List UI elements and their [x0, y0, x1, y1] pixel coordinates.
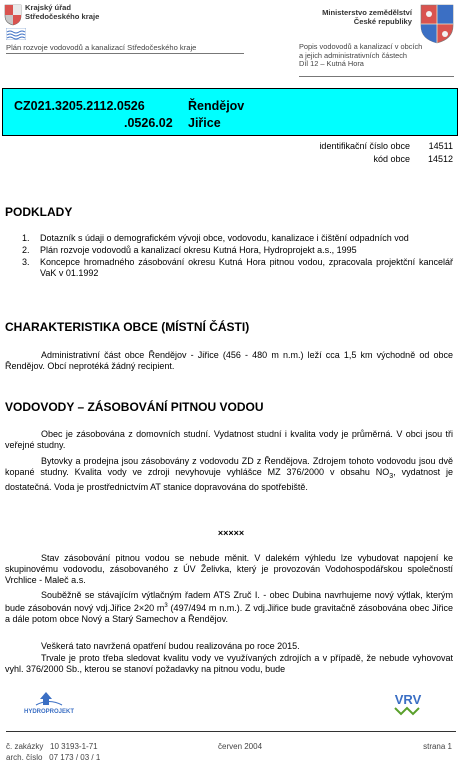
part-name: Jiřice	[188, 116, 221, 130]
list-item-number: 1.	[22, 233, 30, 243]
header-divider-left	[6, 53, 244, 54]
list-item-text: Plán rozvoje vodovodů a kanalizací okresu Kutná Hora, Hydroprojekt a.s., 1995	[40, 245, 357, 255]
page-number: strana 1	[423, 742, 452, 751]
list-item	[22, 257, 453, 279]
state-emblem-icon	[420, 4, 454, 44]
list-item-number: 2.	[22, 245, 30, 255]
list-item	[22, 245, 453, 256]
hydroprojekt-logo	[16, 690, 82, 716]
sources-list	[22, 233, 453, 280]
list-item	[22, 233, 453, 244]
vrv-logo	[389, 690, 427, 716]
footer-divider	[6, 731, 456, 732]
list-item-text: Koncepce hromadného zásobování okresu Kutná Hora pitnou vodou, zpracovala projektční kancelář VaK v 01.1992	[40, 257, 453, 278]
ministry-title	[322, 8, 412, 26]
right-sub-line-2: a jejich administrativních částech	[299, 50, 408, 60]
section-separator: ×××××	[217, 528, 245, 538]
coat-of-arms-icon	[4, 4, 22, 26]
list-item-number: 3.	[22, 257, 30, 267]
order-number	[6, 742, 98, 751]
water-supply-paragraph-4	[5, 590, 453, 625]
nitrate-subscript: 3	[389, 472, 394, 480]
cubic-superscript: 3	[164, 603, 168, 609]
municipality-code-row	[0, 154, 462, 166]
right-title-line-1: Ministerstvo zemědělství	[322, 8, 412, 17]
left-title-line-2: Středočeského kraje	[25, 12, 100, 21]
municipality-code-value: 14512	[427, 154, 453, 164]
order-label: č. zakázky	[6, 742, 44, 751]
water-waves-icon	[6, 28, 26, 40]
paragraph-2-part-a: Bytovky a prodejna jsou zásobovány z vodovodu ZD z Řendějova. Zdrojem tohoto vodovodu jsou dvě kopané studny. Kvalita vody ve zdroji nevyhovuje vyhlášce MZ 376/2000 v obsahu NO	[5, 456, 453, 477]
plan-subtitle: Plán rozvoje vodovodů a kanalizací Středočeského kraje	[6, 43, 197, 52]
municipality-id-value: 14511	[428, 141, 453, 151]
characteristics-text: Administrativní část obce Řendějov - Jiřice (456 - 480 m n.m.) leží cca 1,5 km východně od obce Řendějov. Obcí neprotéká žádný recipient.	[5, 350, 453, 371]
archive-number	[6, 753, 100, 762]
municipality-banner	[2, 88, 458, 136]
description-subtitle	[299, 43, 454, 69]
municipality-name: Řendějov	[188, 99, 245, 113]
archive-label: arch. číslo	[6, 753, 43, 762]
paragraph-2-part-b: , vydatnost je dostatečná. Voda je prostřednictvím AT stanice dopravována do spotřebiště.	[5, 467, 454, 492]
section-title-podklady: PODKLADY	[5, 205, 73, 219]
water-supply-paragraph-5: Veškerá tato navržená opatření budou realizována po roce 2015.	[41, 641, 300, 651]
header-divider-right	[299, 76, 454, 77]
water-supply-paragraph-6: Trvale je proto třeba sledovat kvalitu vody ve využívaných zdrojích a v případě, že nebude vyhovovat vyhl. 376/2000 Sb., kterou se stanoví požadavky na pitnou vodu, bude	[5, 653, 453, 674]
water-supply-paragraph-2	[5, 456, 453, 493]
hydroprojekt-logo-text: HYDROPROJEKT	[23, 709, 75, 715]
municipality-id-row	[0, 141, 462, 153]
list-item-text: Dotazník s údaji o demografickém vývoji obce, vodovodu, kanalizace i čištění odpadních vod	[40, 233, 409, 243]
municipality-id-label: identifikační číslo obce	[319, 141, 410, 151]
section-title-characteristics: CHARAKTERISTIKA OBCE (MÍSTNÍ ČÁSTI)	[5, 320, 250, 334]
page-header	[0, 0, 462, 80]
vrv-logo-text: VRV	[394, 692, 422, 707]
paragraph-4-part-b: (497/494 m n.m.). Z vdj.Jiřice bude gravitačně zásobována obec Jiřice a dále potom obce Nový a Starý Samechov a Řendějov.	[5, 603, 454, 624]
water-supply-paragraph-3: Stav zásobování pitnou vodou se nebude měnit. V dalekém výhledu lze vybudovat napojení ke skupinovému vodovodu, zásobovaného z ÚV Želivka, který je provozován Vodohospodářskou společností Vrchlice - Maleč a.s.	[5, 553, 453, 585]
left-title-line-1: Krajský úřad	[25, 3, 72, 12]
right-sub-line-1: Popis vodovodů a kanalizací v obcích	[299, 42, 423, 51]
paragraph-4-part-a: Souběžně se stávajícím výtlačným řadem ATS Zruč I. - obec Dubina navrhujeme nový výtlak, kterým bude zásobován nový vdj.Jiřice 2×20 m	[5, 590, 453, 613]
part-code: .0526.02	[124, 116, 173, 130]
right-title-line-2: České republiky	[353, 17, 412, 26]
document-date: červen 2004	[218, 742, 263, 751]
order-value: 10 3193-1-71	[50, 742, 98, 751]
municipality-code-label: kód obce	[373, 154, 410, 164]
municipality-code: CZ021.3205.2112.0526	[14, 99, 145, 113]
section-title-water-supply: VODOVODY – ZÁSOBOVÁNÍ PITNOU VODOU	[5, 400, 264, 414]
water-supply-paragraph-1: Obec je zásobována z domovních studní. Vydatnost studní i kvalita vody je průměrná. V obci jsou tři veřejné studny.	[5, 429, 453, 450]
archive-value: 07 173 / 03 / 1	[49, 753, 101, 762]
right-sub-line-3: Díl 12 – Kutná Hora	[299, 59, 364, 69]
region-office-title	[25, 3, 99, 21]
